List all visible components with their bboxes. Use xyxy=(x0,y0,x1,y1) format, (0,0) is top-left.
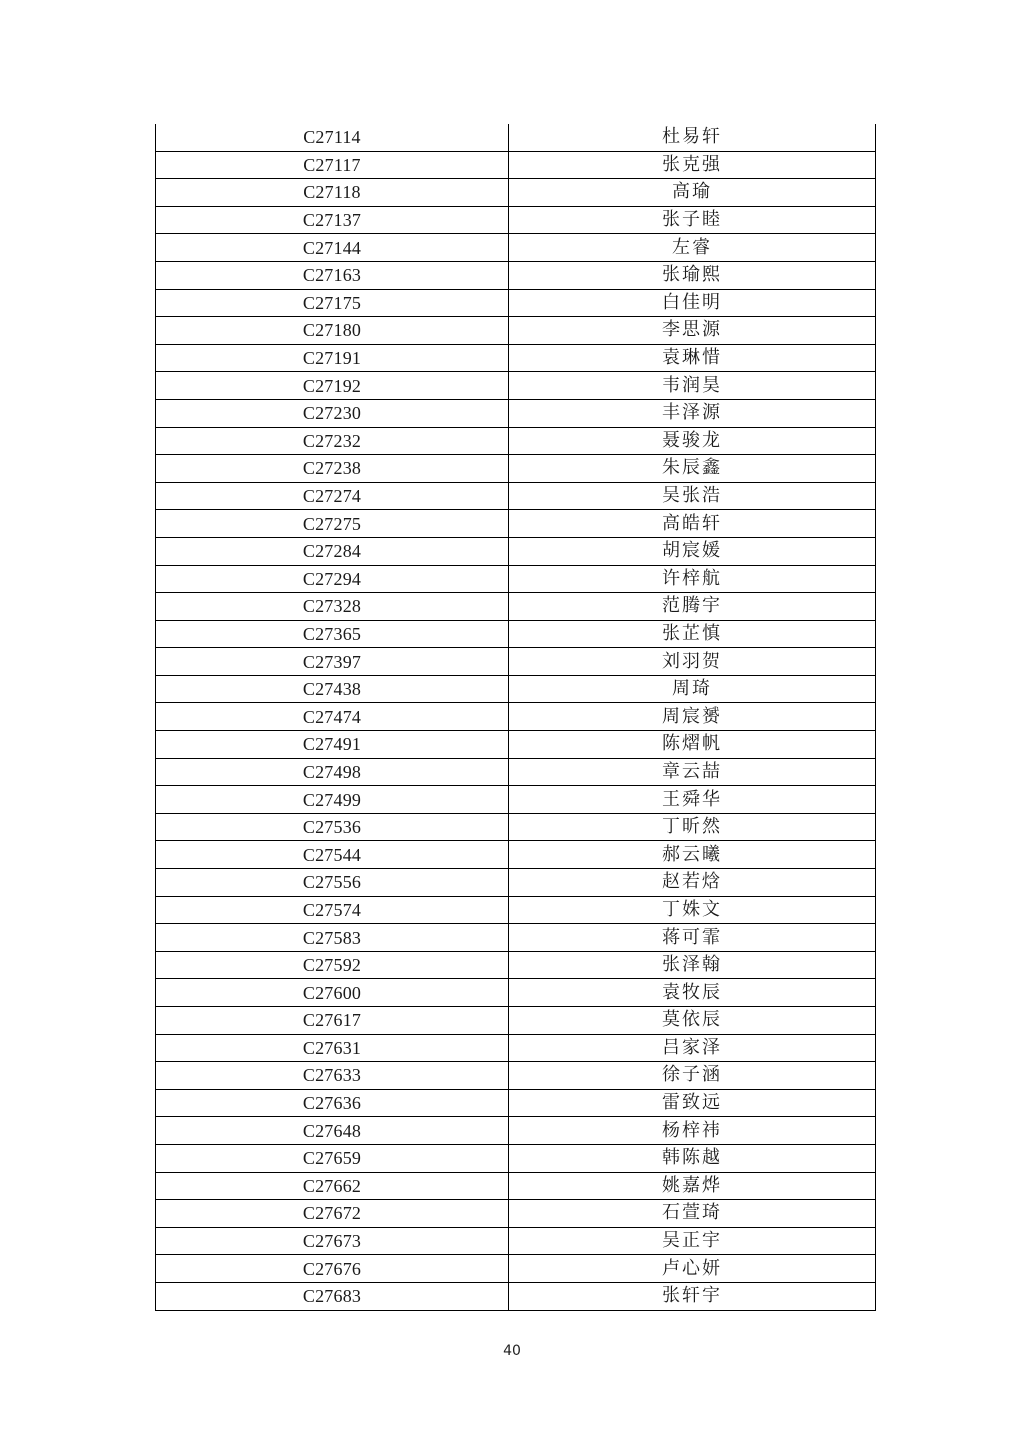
candidate-id-cell: C27592 xyxy=(156,951,509,979)
table-row xyxy=(156,703,876,731)
table-row xyxy=(156,951,876,979)
table-row xyxy=(156,1172,876,1200)
candidate-id-cell: C27114 xyxy=(156,124,509,151)
table-row xyxy=(156,841,876,869)
table-row xyxy=(156,924,876,952)
candidate-id-cell: C27397 xyxy=(156,648,509,676)
candidate-id-cell: C27191 xyxy=(156,344,509,372)
table-row xyxy=(156,372,876,400)
candidate-id-cell: C27294 xyxy=(156,565,509,593)
table-row xyxy=(156,758,876,786)
candidate-id-cell: C27474 xyxy=(156,703,509,731)
table-row xyxy=(156,731,876,759)
candidate-id-cell: C27238 xyxy=(156,455,509,483)
candidate-id-cell: C27175 xyxy=(156,289,509,317)
candidate-name-cell: 许梓航 xyxy=(509,565,876,593)
candidate-id-cell: C27328 xyxy=(156,593,509,621)
candidate-id-cell: C27600 xyxy=(156,979,509,1007)
table-row xyxy=(156,593,876,621)
page-number: 40 xyxy=(503,1343,521,1359)
table-row xyxy=(156,427,876,455)
table-row xyxy=(156,786,876,814)
candidate-name-cell: 张克强 xyxy=(509,151,876,179)
table-row xyxy=(156,1117,876,1145)
table-row xyxy=(156,620,876,648)
candidate-id-cell: C27583 xyxy=(156,924,509,952)
candidate-id-cell: C27232 xyxy=(156,427,509,455)
table-row xyxy=(156,206,876,234)
candidate-id-cell: C27633 xyxy=(156,1062,509,1090)
candidate-id-cell: C27536 xyxy=(156,813,509,841)
candidate-id-cell: C27284 xyxy=(156,537,509,565)
candidate-name-cell: 雷致远 xyxy=(509,1089,876,1117)
table-row xyxy=(156,1062,876,1090)
table-row xyxy=(156,344,876,372)
table-row xyxy=(156,399,876,427)
candidate-name-cell: 张子睦 xyxy=(509,206,876,234)
candidate-id-cell: C27498 xyxy=(156,758,509,786)
candidate-id-cell: C27275 xyxy=(156,510,509,538)
candidate-name-cell: 张芷慎 xyxy=(509,620,876,648)
candidate-id-cell: C27672 xyxy=(156,1200,509,1228)
candidate-name-cell: 杨梓祎 xyxy=(509,1117,876,1145)
candidate-id-cell: C27636 xyxy=(156,1089,509,1117)
candidate-name-cell: 王舜华 xyxy=(509,786,876,814)
table-row xyxy=(156,896,876,924)
candidate-name-cell: 袁牧辰 xyxy=(509,979,876,1007)
candidate-name-cell: 韩陈越 xyxy=(509,1144,876,1172)
table-row xyxy=(156,317,876,345)
candidate-name-cell: 吴张浩 xyxy=(509,482,876,510)
candidate-id-cell: C27491 xyxy=(156,731,509,759)
candidate-name-cell: 丁昕然 xyxy=(509,813,876,841)
candidate-id-cell: C27499 xyxy=(156,786,509,814)
candidate-id-cell: C27438 xyxy=(156,675,509,703)
candidate-name-cell: 丁姝文 xyxy=(509,896,876,924)
candidate-name-cell: 刘羽贺 xyxy=(509,648,876,676)
table-row xyxy=(156,1007,876,1035)
candidate-name-cell: 左睿 xyxy=(509,234,876,262)
candidate-id-cell: C27631 xyxy=(156,1034,509,1062)
candidate-name-cell: 莫依辰 xyxy=(509,1007,876,1035)
table-row xyxy=(156,1282,876,1310)
candidate-name-cell: 朱辰鑫 xyxy=(509,455,876,483)
table-row xyxy=(156,1200,876,1228)
candidate-id-cell: C27137 xyxy=(156,206,509,234)
candidate-name-cell: 胡宸媛 xyxy=(509,537,876,565)
candidate-name-cell: 张泽翰 xyxy=(509,951,876,979)
table-row xyxy=(156,1255,876,1283)
table-row xyxy=(156,1227,876,1255)
table-row xyxy=(156,1089,876,1117)
candidate-name-cell: 郝云曦 xyxy=(509,841,876,869)
table-row xyxy=(156,261,876,289)
table-row xyxy=(156,1034,876,1062)
roster-table-body xyxy=(156,124,876,1310)
candidate-name-cell: 卢心妍 xyxy=(509,1255,876,1283)
candidate-id-cell: C27230 xyxy=(156,399,509,427)
candidate-name-cell: 袁琳惜 xyxy=(509,344,876,372)
table-row xyxy=(156,675,876,703)
candidate-id-cell: C27544 xyxy=(156,841,509,869)
table-row xyxy=(156,455,876,483)
candidate-name-cell: 杜易轩 xyxy=(509,124,876,151)
candidate-id-cell: C27365 xyxy=(156,620,509,648)
candidate-id-cell: C27617 xyxy=(156,1007,509,1035)
candidate-id-cell: C27648 xyxy=(156,1117,509,1145)
candidate-name-cell: 高瑜 xyxy=(509,179,876,207)
candidate-name-cell: 赵若焓 xyxy=(509,869,876,897)
candidate-name-cell: 蒋可霏 xyxy=(509,924,876,952)
candidate-name-cell: 张轩宇 xyxy=(509,1282,876,1310)
candidate-name-cell: 吴正宇 xyxy=(509,1227,876,1255)
candidate-name-cell: 姚嘉烨 xyxy=(509,1172,876,1200)
table-row xyxy=(156,979,876,1007)
candidate-name-cell: 陈熠帆 xyxy=(509,731,876,759)
candidate-id-cell: C27673 xyxy=(156,1227,509,1255)
table-row xyxy=(156,537,876,565)
table-row xyxy=(156,124,876,151)
candidate-name-cell: 丰泽源 xyxy=(509,399,876,427)
candidate-id-cell: C27659 xyxy=(156,1144,509,1172)
candidate-name-cell: 李思源 xyxy=(509,317,876,345)
candidate-name-cell: 聂骏龙 xyxy=(509,427,876,455)
table-row xyxy=(156,648,876,676)
table-row xyxy=(156,151,876,179)
candidate-name-cell: 韦润昊 xyxy=(509,372,876,400)
candidate-id-cell: C27118 xyxy=(156,179,509,207)
candidate-id-cell: C27574 xyxy=(156,896,509,924)
candidate-id-cell: C27163 xyxy=(156,261,509,289)
roster-table xyxy=(155,124,876,1311)
candidate-name-cell: 高皓轩 xyxy=(509,510,876,538)
table-row xyxy=(156,869,876,897)
candidate-id-cell: C27676 xyxy=(156,1255,509,1283)
table-row xyxy=(156,813,876,841)
table-row xyxy=(156,482,876,510)
candidate-id-cell: C27556 xyxy=(156,869,509,897)
candidate-name-cell: 白佳明 xyxy=(509,289,876,317)
candidate-name-cell: 吕家泽 xyxy=(509,1034,876,1062)
table-row xyxy=(156,1144,876,1172)
candidate-id-cell: C27117 xyxy=(156,151,509,179)
table-row xyxy=(156,289,876,317)
candidate-id-cell: C27192 xyxy=(156,372,509,400)
candidate-id-cell: C27144 xyxy=(156,234,509,262)
candidate-name-cell: 徐子涵 xyxy=(509,1062,876,1090)
candidate-id-cell: C27180 xyxy=(156,317,509,345)
candidate-id-cell: C27274 xyxy=(156,482,509,510)
candidate-name-cell: 周宸赟 xyxy=(509,703,876,731)
table-row xyxy=(156,510,876,538)
candidate-name-cell: 章云喆 xyxy=(509,758,876,786)
candidate-name-cell: 张瑜熙 xyxy=(509,261,876,289)
candidate-id-cell: C27662 xyxy=(156,1172,509,1200)
candidate-name-cell: 石萱琦 xyxy=(509,1200,876,1228)
table-row xyxy=(156,565,876,593)
candidate-name-cell: 范腾宇 xyxy=(509,593,876,621)
candidate-id-cell: C27683 xyxy=(156,1282,509,1310)
candidate-name-cell: 周琦 xyxy=(509,675,876,703)
table-row xyxy=(156,234,876,262)
table-row xyxy=(156,179,876,207)
